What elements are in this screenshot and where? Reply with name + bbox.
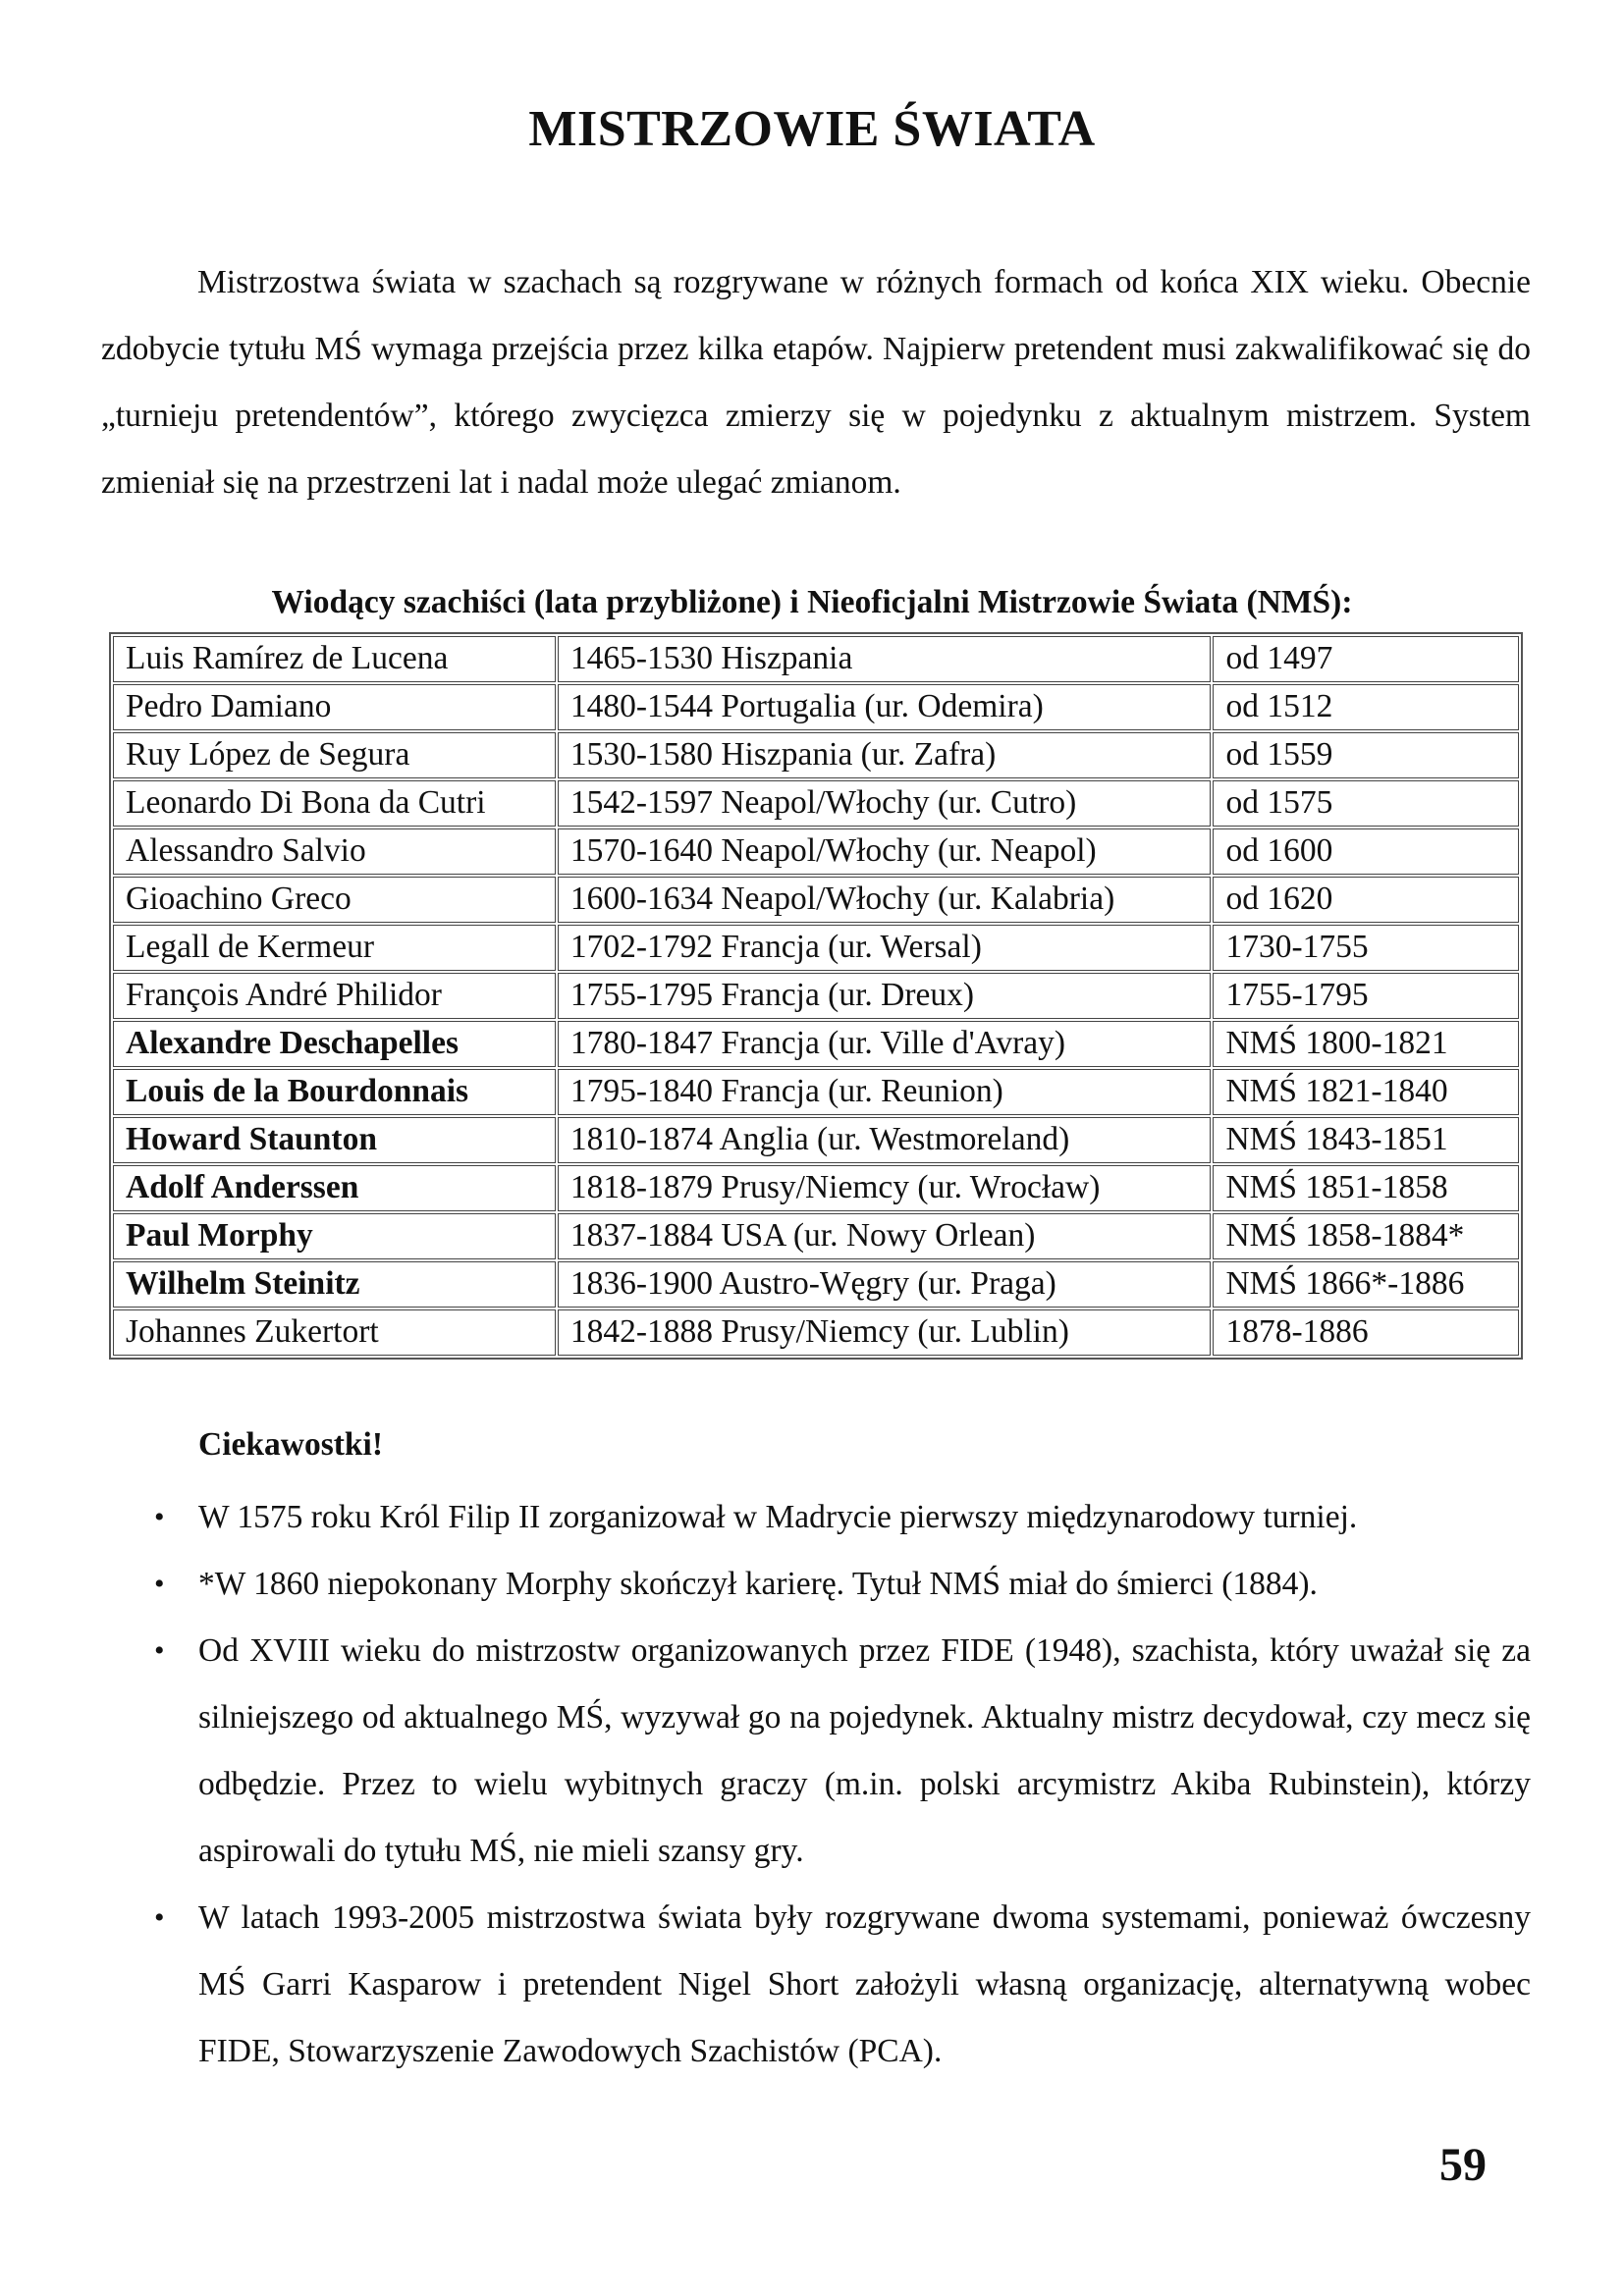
bullet-icon: •	[154, 1901, 165, 1934]
player-name-cell: Pedro Damiano	[113, 684, 556, 730]
champion-period-cell: 1730-1755	[1213, 925, 1519, 971]
player-name-cell: Johannes Zukertort	[113, 1309, 556, 1356]
player-info-cell: 1836-1900 Austro-Węgry (ur. Praga)	[558, 1261, 1212, 1308]
player-name-cell: Alessandro Salvio	[113, 828, 556, 875]
player-info-cell: 1600-1634 Neapol/Włochy (ur. Kalabria)	[558, 877, 1212, 923]
page-number: 59	[1439, 2139, 1487, 2191]
champion-period-cell: od 1575	[1213, 780, 1519, 827]
table-row	[113, 1309, 1519, 1356]
player-info-cell: 1837-1884 USA (ur. Nowy Orlean)	[558, 1213, 1212, 1259]
player-name-cell: Howard Staunton	[113, 1117, 556, 1163]
facts-list	[101, 1484, 1531, 2085]
player-info-cell: 1480-1544 Portugalia (ur. Odemira)	[558, 684, 1212, 730]
champion-period-cell: 1755-1795	[1213, 973, 1519, 1019]
player-info-cell: 1702-1792 Francja (ur. Wersal)	[558, 925, 1212, 971]
player-name-cell: Gioachino Greco	[113, 877, 556, 923]
champion-period-cell: NMŚ 1843-1851	[1213, 1117, 1519, 1163]
champion-period-cell: 1878-1886	[1213, 1309, 1519, 1356]
champion-period-cell: NMŚ 1858-1884*	[1213, 1213, 1519, 1259]
table-row	[113, 684, 1519, 730]
page-title: MISTRZOWIE ŚWIATA	[528, 101, 1096, 157]
player-name-cell: Alexandre Deschapelles	[113, 1021, 556, 1067]
intro-text: Mistrzostwa świata w szachach są rozgrywane w różnych formach od końca XIX wieku. Obecnie zdobycie tytułu MŚ wymaga przejścia przez kilka etapów. Najpierw pretendent musi zakwalifikować się do „turnieju pretendentów”, którego zwycięzca zmierzy się w pojedynku z aktualnym mistrzem. System zmieniał się na przestrzeni lat i nadal może ulegać zmianom.	[101, 264, 1531, 501]
table-caption: Wiodący szachiści (lata przybliżone) i Nieoficjalni Mistrzowie Świata (NMŚ):	[271, 584, 1353, 620]
player-info-cell: 1542-1597 Neapol/Włochy (ur. Cutro)	[558, 780, 1212, 827]
player-info-cell: 1818-1879 Prusy/Niemcy (ur. Wrocław)	[558, 1165, 1212, 1211]
table-row	[113, 1261, 1519, 1308]
player-name-cell: Adolf Anderssen	[113, 1165, 556, 1211]
facts-heading: Ciekawostki!	[198, 1426, 383, 1463]
player-name-cell: Paul Morphy	[113, 1213, 556, 1259]
champion-period-cell: NMŚ 1821-1840	[1213, 1069, 1519, 1115]
fact-text: W latach 1993-2005 mistrzostwa świata były rozgrywane dwoma systemami, ponieważ ówczesny MŚ Garri Kasparow i pretendent Nigel Short założyli własną organizację, alternatywną wobec FIDE, Stowarzyszenie Zawodowych Szachistów (PCA).	[198, 1899, 1531, 2069]
table-row	[113, 1117, 1519, 1163]
champion-period-cell: NMŚ 1866*-1886	[1213, 1261, 1519, 1308]
table-row	[113, 636, 1519, 682]
fact-item	[101, 1618, 1531, 1885]
fact-text: W 1575 roku Król Filip II zorganizował w Madrycie pierwszy międzynarodowy turniej.	[198, 1499, 1358, 1535]
table-row	[113, 780, 1519, 827]
table-row	[113, 1213, 1519, 1259]
fact-text: *W 1860 niepokonany Morphy skończył karierę. Tytuł NMŚ miał do śmierci (1884).	[198, 1566, 1318, 1602]
player-name-cell: Luis Ramírez de Lucena	[113, 636, 556, 682]
player-info-cell: 1780-1847 Francja (ur. Ville d'Avray)	[558, 1021, 1212, 1067]
fact-item	[101, 1885, 1531, 2085]
player-name-cell: Leonardo Di Bona da Cutri	[113, 780, 556, 827]
fact-item	[101, 1484, 1531, 1551]
player-info-cell: 1530-1580 Hiszpania (ur. Zafra)	[558, 732, 1212, 778]
bullet-icon: •	[154, 1501, 165, 1533]
champion-period-cell: od 1620	[1213, 877, 1519, 923]
fact-text: Od XVIII wieku do mistrzostw organizowanych przez FIDE (1948), szachista, który uważał się za silniejszego od aktualnego MŚ, wyzywał go na pojedynek. Aktualny mistrz decydował, czy mecz się odbędzie. Przez to wielu wybitnych graczy (m.in. polski arcymistrz Akiba Rubinstein), którzy aspirowali do tytułu MŚ, nie mieli szansy gry.	[198, 1632, 1531, 1869]
champion-period-cell: od 1559	[1213, 732, 1519, 778]
player-name-cell: Wilhelm Steinitz	[113, 1261, 556, 1308]
bullet-icon: •	[154, 1568, 165, 1600]
table-row	[113, 732, 1519, 778]
player-name-cell: François André Philidor	[113, 973, 556, 1019]
player-info-cell: 1810-1874 Anglia (ur. Westmoreland)	[558, 1117, 1212, 1163]
champions-table-body	[113, 636, 1519, 1356]
champion-period-cell: NMŚ 1800-1821	[1213, 1021, 1519, 1067]
intro-paragraph	[101, 249, 1531, 516]
table-row	[113, 828, 1519, 875]
player-info-cell: 1465-1530 Hiszpania	[558, 636, 1212, 682]
player-name-cell: Legall de Kermeur	[113, 925, 556, 971]
player-info-cell: 1570-1640 Neapol/Włochy (ur. Neapol)	[558, 828, 1212, 875]
player-info-cell: 1842-1888 Prusy/Niemcy (ur. Lublin)	[558, 1309, 1212, 1356]
champion-period-cell: od 1497	[1213, 636, 1519, 682]
champion-period-cell: od 1600	[1213, 828, 1519, 875]
champion-period-cell: od 1512	[1213, 684, 1519, 730]
player-name-cell: Ruy López de Segura	[113, 732, 556, 778]
champions-table	[109, 632, 1523, 1360]
champion-period-cell: NMŚ 1851-1858	[1213, 1165, 1519, 1211]
table-row	[113, 973, 1519, 1019]
table-row	[113, 925, 1519, 971]
player-info-cell: 1795-1840 Francja (ur. Reunion)	[558, 1069, 1212, 1115]
table-row	[113, 1069, 1519, 1115]
player-info-cell: 1755-1795 Francja (ur. Dreux)	[558, 973, 1212, 1019]
table-row	[113, 877, 1519, 923]
player-name-cell: Louis de la Bourdonnais	[113, 1069, 556, 1115]
table-row	[113, 1165, 1519, 1211]
table-row	[113, 1021, 1519, 1067]
bullet-icon: •	[154, 1634, 165, 1667]
fact-item	[101, 1551, 1531, 1618]
